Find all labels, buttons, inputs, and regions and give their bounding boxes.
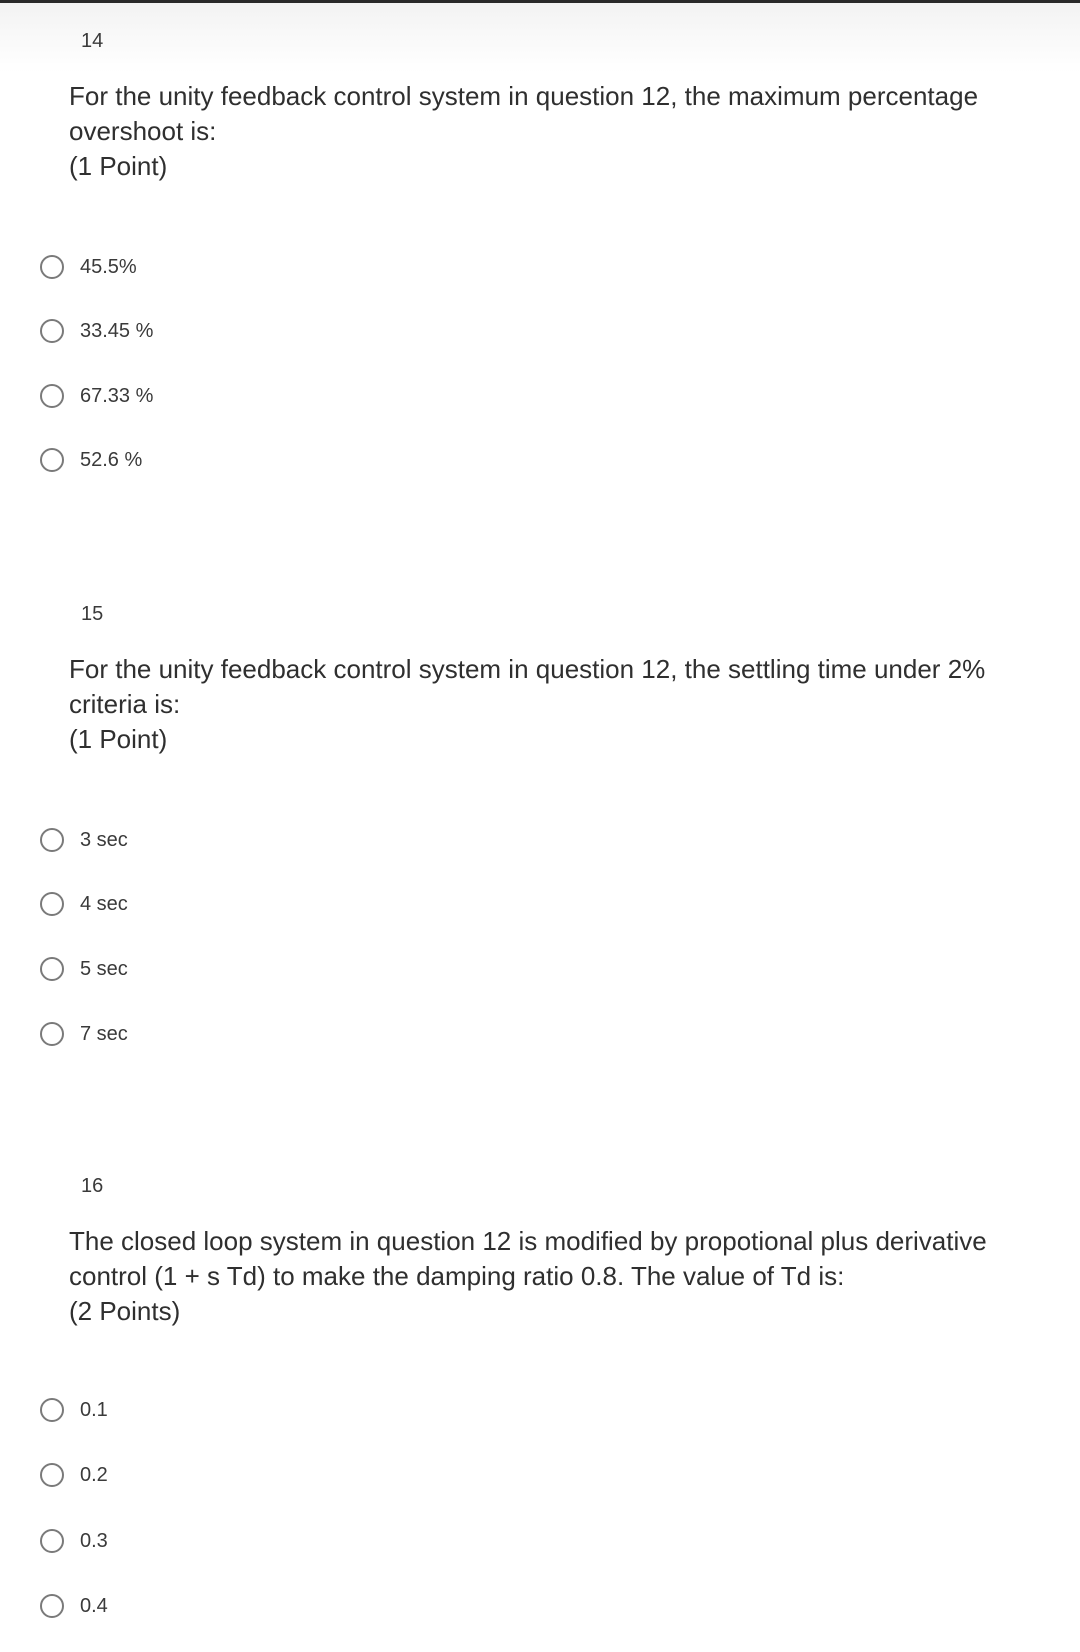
option-label: 45.5% <box>80 255 137 278</box>
option-label: 0.1 <box>80 1398 108 1421</box>
option-radio[interactable] <box>40 1392 108 1428</box>
radio-circle-icon[interactable] <box>40 1022 64 1046</box>
radio-circle-icon[interactable] <box>40 319 64 343</box>
question-points: (2 Points) <box>69 1296 181 1326</box>
radio-circle-icon[interactable] <box>40 1398 64 1422</box>
option-radio[interactable] <box>40 249 137 285</box>
option-radio[interactable] <box>40 442 142 478</box>
radio-circle-icon[interactable] <box>40 828 64 852</box>
option-label: 3 sec <box>80 828 128 851</box>
option-radio[interactable] <box>40 1457 108 1493</box>
option-label: 7 sec <box>80 1022 128 1045</box>
question-number: 14 <box>81 30 104 52</box>
question-number: 16 <box>81 1175 104 1197</box>
radio-circle-icon[interactable] <box>40 892 64 916</box>
option-radio[interactable] <box>40 951 128 987</box>
option-label: 52.6 % <box>80 448 143 471</box>
radio-circle-icon[interactable] <box>40 957 64 981</box>
radio-circle-icon[interactable] <box>40 448 64 472</box>
option-radio[interactable] <box>40 378 153 414</box>
option-label: 0.3 <box>80 1529 108 1552</box>
option-radio[interactable] <box>40 822 128 858</box>
radio-circle-icon[interactable] <box>40 1594 64 1618</box>
question-prompt: The closed loop system in question 12 is modified by propotional plus derivative control (1 + s Td) to make the damping ratio 0.8. The value of Td is: <box>69 1226 987 1291</box>
option-radio[interactable] <box>40 1588 108 1624</box>
option-radio[interactable] <box>40 313 153 349</box>
question-text <box>69 79 1049 184</box>
option-label: 4 sec <box>80 892 128 915</box>
option-label: 33.45 % <box>80 319 154 342</box>
radio-circle-icon[interactable] <box>40 384 64 408</box>
question-prompt: For the unity feedback control system in question 12, the settling time under 2% criteria is: <box>69 654 986 719</box>
radio-circle-icon[interactable] <box>40 255 64 279</box>
question-text <box>69 652 1049 757</box>
question-text <box>69 1224 1049 1329</box>
question-number: 15 <box>81 603 104 625</box>
option-radio[interactable] <box>40 886 128 922</box>
radio-circle-icon[interactable] <box>40 1529 64 1553</box>
option-label: 0.4 <box>80 1594 108 1617</box>
question-points: (1 Point) <box>69 151 168 181</box>
question-points: (1 Point) <box>69 724 168 754</box>
option-label: 67.33 % <box>80 384 154 407</box>
option-label: 0.2 <box>80 1463 108 1486</box>
radio-circle-icon[interactable] <box>40 1463 64 1487</box>
option-radio[interactable] <box>40 1016 128 1052</box>
header-shade <box>0 3 1080 73</box>
option-radio[interactable] <box>40 1523 108 1559</box>
option-label: 5 sec <box>80 957 128 980</box>
question-prompt: For the unity feedback control system in question 12, the maximum percentage overshoot is: <box>69 81 979 146</box>
